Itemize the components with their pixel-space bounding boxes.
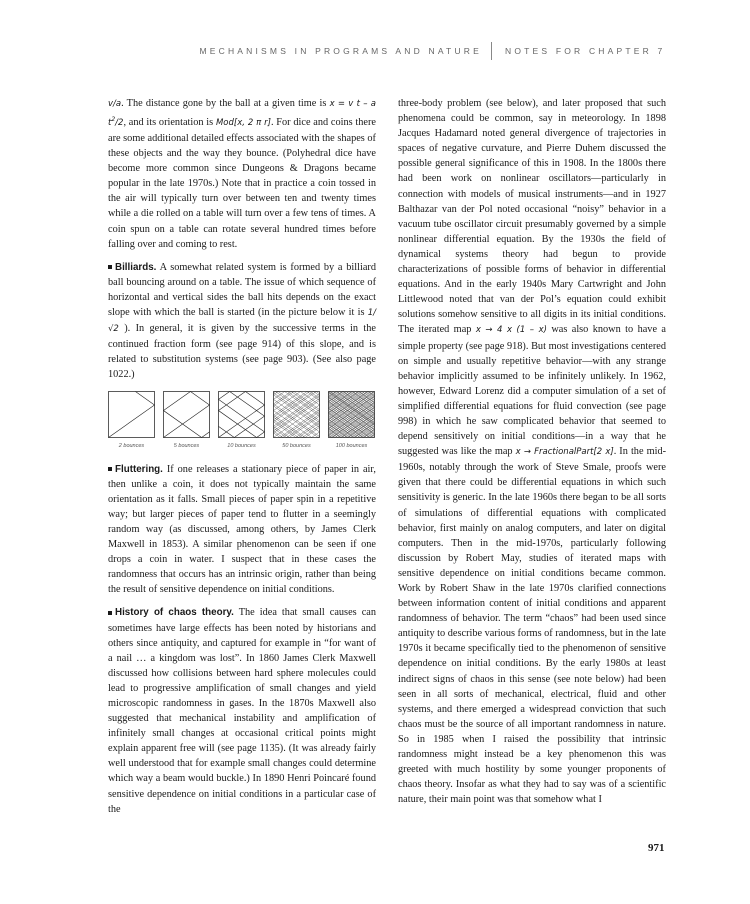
paragraph-billiards bbox=[108, 260, 376, 383]
paragraph-chaos-history bbox=[108, 605, 376, 816]
table-border bbox=[219, 391, 265, 437]
text-run: . For dice and coins there are some additional detailed effects associated with the shapes of these objects and the way they bounce. (Polyhedral dice have become more common since Dungeons & Dragons became popular in the late 1970s.) Note that in practice a coin tossed in the air will typically turn over between ten and twenty times while a die rolled on a table will turn over a few tens of times. A coin spun on a table can rotate several hundred times before falling over and coming to rest. bbox=[108, 116, 376, 250]
math-inline: 1/√2 bbox=[108, 308, 376, 335]
section-title: Fluttering. bbox=[115, 463, 163, 475]
text-run: The idea that small causes can sometimes have large effects has been noted by historians and others since antiquity, and captured for example in “for want of a nail … a kingdom was lost”. In 1860 James Clerk Maxwell discussed how collisions between hard sphere molecules could lead to progressive amplification of small changes and yield microscopic randomness in gases. In the 1870s Maxwell also suggested that mechanical instability and amplification of infinitely small changes at occasional critical points might explain apparent free will (see page 1135). (It was already fairly well understood that for example small changes could determine which way a beam would buckle.) In 1890 Henri Poincaré found sensitive dependence on initial conditions in a particular case of the bbox=[108, 607, 376, 815]
table-border bbox=[109, 391, 155, 437]
paragraph-dice-coins bbox=[108, 96, 376, 252]
running-header bbox=[0, 42, 750, 62]
section-title: History of chaos theory. bbox=[115, 607, 234, 619]
billiard-table bbox=[163, 391, 210, 438]
billiard-panel bbox=[273, 391, 320, 454]
text-run: . The distance gone by the ball at a given time is bbox=[121, 98, 327, 109]
figure-caption: 10 bounces bbox=[227, 442, 256, 449]
text-run: If one releases a stationary piece of paper in air, then unlike a coin, it does not typically maintain the same orientation as it falls. Small pieces of paper spin in a repetitive way; but larger pieces of paper tend to flutter in a seemingly random way (as discussed, among others, by James Clerk Maxwell in 1853). A similar phenomenon can be seen if one drops a coin in water. I suspect that in these cases the randomness that occurs has an intrinsic origin, rather than being the result of sensitive dependence on initial conditions. bbox=[108, 463, 376, 596]
ball-trajectory bbox=[164, 391, 210, 437]
billiard-table bbox=[328, 391, 375, 438]
math-inline: v/a bbox=[108, 99, 122, 109]
header-divider bbox=[491, 42, 492, 60]
bullet-icon bbox=[108, 265, 112, 269]
figure-caption: 50 bounces bbox=[282, 442, 311, 449]
billiard-panel bbox=[108, 391, 155, 454]
text-run: ). In general, it is given by the successive terms in the continued fraction form (see page 914) of this slope, and is related to substitution systems (see page 903). (See also page 1022.) bbox=[108, 323, 376, 381]
billiards-figure bbox=[108, 391, 376, 454]
right-column bbox=[398, 96, 666, 815]
ball-trajectory bbox=[109, 391, 155, 437]
billiard-panel bbox=[163, 391, 210, 454]
billiard-table bbox=[108, 391, 155, 438]
left-column bbox=[108, 96, 376, 825]
figure-caption: 100 bounces bbox=[335, 442, 368, 449]
billiard-table bbox=[218, 391, 265, 438]
text-run: three-body problem (see below), and later proposed that such phenomena could be common, say in meteorology. In 1898 Jacques Hadamard noted general divergence of trajectories in spaces of negative curvature, and Pierre Duhem discussed the possible general significance of this in 1908. In the 1800s there had been work on nonlinear oscillators—particularly in connection with models of musical instruments—and in 1927 Balthazar van der Pol noted occasional “noisy” behavior in a vacuum tube oscillator circuit presumably governed by a simple nonlinear differential equation. By the 1930s the field of dynamical systems theory had begun to provide characterizations of possible forms of behavior in differential equations. And in the early 1940s Mary Cartwright and John Littlewood noted that van der Pol’s equation could exhibit solutions somehow sensitive to all digits in its initial conditions. The iterated map bbox=[398, 98, 666, 336]
billiard-panel bbox=[328, 391, 375, 454]
text-run: , and its orientation is bbox=[123, 116, 214, 128]
paragraph-fluttering bbox=[108, 462, 376, 598]
text-run: A somewhat related system is formed by a billiard ball bouncing around on a table. The issue of which sequence of horizontal and vertical sides the ball hits depends on the exact slope with which the ball is started (in the picture below it is bbox=[108, 261, 376, 319]
text-run: . In the mid-1960s, notably through the work of Steve Smale, proofs were given that there could be differential equations in which such sensitivity is generic. In the late 1960s there began to be all sorts of simulations of differential equations with complicated behavior, first mainly on analog computers, and later on digital computers. Then in the mid-1970s, particularly following discussion by Robert May, studies of iterated maps with sensitive dependence on initial conditions became common. Work by Robert Shaw in the late 1970s clarified connections between information content of initial conditions and apparent randomness of behavior. The term “chaos” had been used since antiquity to describe various forms of randomness, but in the late 1970s it became specifically tied to the phenomenon of sensitive dependence on initial conditions. By the early 1980s at least indirect signs of chaos in this sense (see note below) had been seen in all sorts of mechanical, electrical, fluid and other systems, and there emerged a widespread conviction that such chaos must be the source of all important randomness in nature. So in 1985 when I raised the possibility that intrinsic randomness might instead be a key phenomenon this was greeted with much hostility by some younger proponents of chaos theory. Insofar as what they had to say was of a scientific nature, their main point was that somehow what I bbox=[398, 446, 667, 806]
ball-trajectory bbox=[329, 391, 375, 437]
math-inline: x → 4 x (1 – x) bbox=[475, 325, 547, 336]
section-title: Billiards. bbox=[115, 261, 157, 273]
page-number: 971 bbox=[648, 842, 665, 854]
math-run: /2 bbox=[115, 117, 124, 128]
header-chapter-notes: NOTES FOR CHAPTER 7 bbox=[505, 46, 666, 56]
bullet-icon bbox=[108, 467, 112, 471]
billiard-table bbox=[273, 391, 320, 438]
figure-caption: 5 bounces bbox=[173, 442, 200, 449]
math-inline: x → FractionalPart[2 x] bbox=[515, 447, 614, 458]
math-inline: Mod[x, 2 π r] bbox=[215, 117, 271, 128]
table-border bbox=[164, 391, 210, 437]
ball-trajectory bbox=[274, 391, 320, 437]
text-run: was also known to have a simple property (see page 918). But most investigations centered on simple and usually repetitive behavior—with any strange behavior implicitly assumed to be infinitely unlikely. In 1962, however, Edward Lorenz did a computer simulation of a set of simplified differential equations for fluid convection (see page 998) in which he saw complicated behavior that seemed to depend sensitively on initial conditions—in a way that he suggested was like the map bbox=[398, 324, 666, 458]
paragraph-chaos-history-continued bbox=[398, 96, 666, 807]
ball-trajectory bbox=[219, 391, 265, 437]
bullet-icon bbox=[108, 611, 112, 615]
header-book-section: MECHANISMS IN PROGRAMS AND NATURE bbox=[199, 46, 482, 56]
figure-caption: 2 bounces bbox=[118, 442, 145, 449]
math-run: x = v t – a t bbox=[108, 99, 376, 128]
billiard-panel bbox=[218, 391, 265, 454]
math-superscript: 2 bbox=[111, 116, 116, 124]
